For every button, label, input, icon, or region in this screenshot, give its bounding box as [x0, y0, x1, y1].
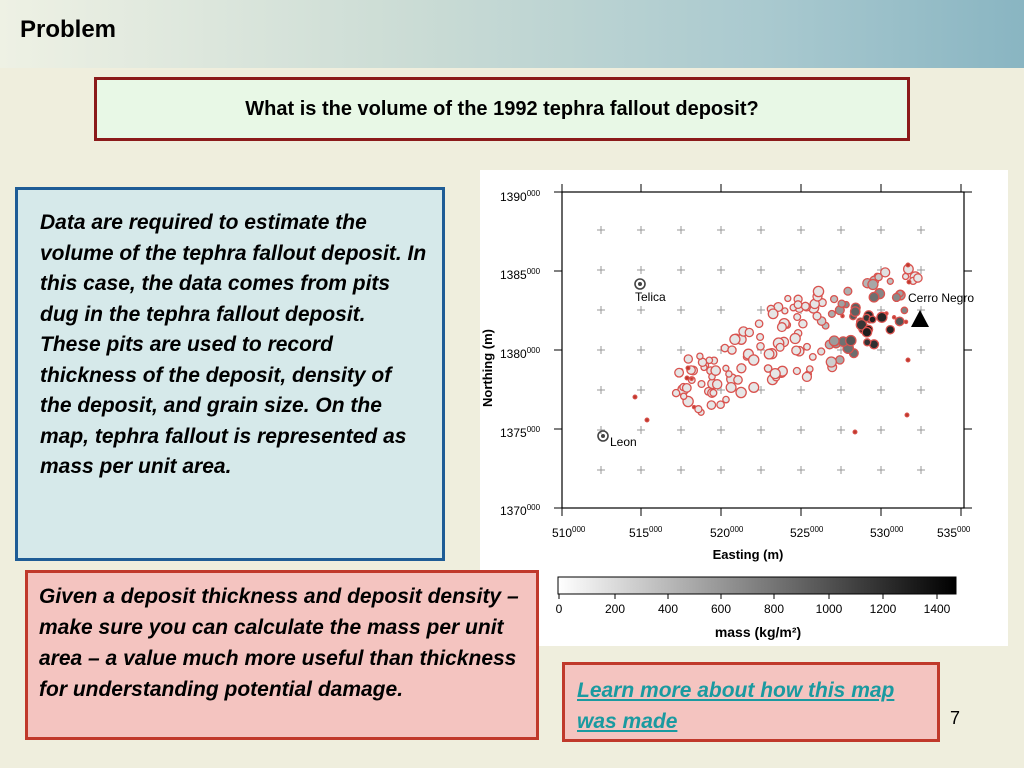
sample-point: [893, 316, 896, 319]
grid-cross: [917, 466, 925, 474]
grid-cross: [757, 466, 765, 474]
sample-point: [675, 368, 684, 377]
sample-point: [686, 366, 690, 370]
colorbar-tick-label: 800: [763, 602, 785, 616]
grid-cross: [917, 346, 925, 354]
sample-point: [723, 365, 729, 371]
grid-cross: [877, 226, 885, 234]
grid-cross: [637, 266, 645, 274]
sample-point: [728, 346, 736, 354]
telica-label: Telica: [635, 290, 666, 304]
sample-point: [790, 334, 800, 344]
sample-point: [813, 286, 823, 296]
x-tick-label: $525^{000}$: [790, 525, 824, 540]
sample-point: [792, 346, 801, 355]
grid-cross: [597, 266, 605, 274]
colorbar-tick-label: 1000: [815, 602, 843, 616]
grid-cross: [597, 466, 605, 474]
grid-cross: [717, 466, 725, 474]
sample-point: [906, 358, 910, 362]
sample-point: [826, 357, 836, 367]
sample-point: [685, 376, 689, 380]
sample-point: [838, 300, 845, 307]
sample-point: [745, 328, 753, 336]
sample-point: [723, 396, 729, 402]
slide-number: 7: [950, 708, 961, 728]
sample-point: [757, 343, 764, 350]
sample-point: [793, 368, 800, 375]
telica-volcano-icon: [635, 279, 645, 289]
grid-cross: [597, 346, 605, 354]
grid-cross: [637, 426, 645, 434]
sample-point: [813, 312, 821, 320]
learn-more-link[interactable]: Learn more about how this map was made: [577, 679, 895, 733]
x-tick-label: $535^{000}$: [937, 525, 971, 540]
data-description-box: [15, 187, 445, 561]
sample-point: [818, 348, 825, 355]
sample-point: [697, 353, 703, 359]
grid-cross: [637, 306, 645, 314]
grid-cross: [677, 426, 685, 434]
sample-point: [869, 316, 876, 323]
grid-cross: [797, 226, 805, 234]
y-tick-label: 1390$^{000}$: [500, 189, 541, 204]
mass-calculation-box: [25, 570, 539, 740]
sample-point: [904, 320, 907, 323]
grid-cross: [677, 306, 685, 314]
grid-cross: [837, 386, 845, 394]
x-tick-label: $515^{000}$: [629, 525, 663, 540]
y-tick-label: 1370$^{000}$: [500, 503, 541, 518]
sample-point: [868, 280, 878, 290]
x-tick-label: $530^{000}$: [870, 525, 904, 540]
sample-point: [864, 339, 871, 346]
sample-point: [905, 413, 909, 417]
sample-point: [726, 383, 736, 393]
grid-cross: [597, 226, 605, 234]
sample-point: [877, 312, 887, 322]
sample-point: [846, 336, 856, 346]
sample-point: [893, 293, 901, 301]
sample-point: [713, 380, 722, 389]
sample-point: [683, 384, 692, 393]
sample-point: [707, 401, 715, 409]
grid-cross: [637, 466, 645, 474]
sample-point: [710, 390, 717, 397]
leon-label: Leon: [610, 435, 637, 449]
colorbar-tick-label: 600: [710, 602, 732, 616]
grid-cross: [797, 266, 805, 274]
x-tick-label: $510^{000}$: [552, 525, 586, 540]
sample-point: [901, 307, 907, 313]
sample-point: [730, 334, 740, 344]
grid-cross: [757, 306, 765, 314]
sample-point: [804, 344, 811, 351]
sample-point: [749, 383, 759, 393]
colorbar-tick-label: 200: [604, 602, 626, 616]
grid-cross: [797, 466, 805, 474]
grid-cross: [917, 226, 925, 234]
grid-cross: [637, 226, 645, 234]
sample-point: [853, 430, 857, 434]
colorbar-tick-label: 400: [657, 602, 679, 616]
colorbar-tick-label: 1200: [869, 602, 897, 616]
data-description-text: Data are required to estimate the volume of the tephra fallout deposit. In this case, the data comes from pits dug in the tephra fallout deposit. These pits are used to record thickness of the deposit, density of the deposit, and grain size. On the map, tephra fallout is represented as mass per unit area.: [40, 211, 427, 478]
sample-point: [851, 307, 860, 316]
header-bar: [0, 0, 1024, 68]
map-figure: [480, 170, 1008, 646]
sample-point: [764, 349, 774, 359]
grid-cross: [597, 386, 605, 394]
grid-cross: [917, 386, 925, 394]
y-tick-label: 1380$^{000}$: [500, 346, 541, 361]
grid-cross: [797, 426, 805, 434]
grid-cross: [837, 466, 845, 474]
sample-point: [869, 292, 879, 302]
grid-cross: [637, 386, 645, 394]
sample-points: [633, 263, 922, 434]
sample-point: [875, 274, 882, 281]
sample-point: [782, 308, 788, 314]
grid-cross: [597, 306, 605, 314]
sample-point: [794, 314, 801, 321]
sample-point: [673, 390, 680, 397]
grid-cross: [717, 226, 725, 234]
sample-point: [770, 369, 780, 379]
grid-cross: [757, 266, 765, 274]
sample-point: [829, 336, 839, 346]
sample-point: [768, 309, 778, 319]
grid-cross: [717, 306, 725, 314]
sample-point: [810, 354, 817, 361]
grid-cross: [877, 386, 885, 394]
sample-point: [778, 323, 787, 332]
colorbar-title: mass (kg/m²): [714, 624, 802, 640]
sample-point: [698, 381, 705, 388]
question-text: What is the volume of the 1992 tephra fallout deposit?: [245, 97, 759, 120]
grid-cross: [797, 386, 805, 394]
grid-cross: [877, 426, 885, 434]
sample-point: [886, 326, 894, 334]
sample-point: [802, 302, 810, 310]
sample-point: [799, 320, 807, 328]
sample-point: [749, 355, 759, 365]
sample-point: [836, 356, 844, 364]
cerro-negro-volcano-icon: [911, 310, 929, 327]
grid-cross: [757, 426, 765, 434]
sample-point: [887, 278, 893, 284]
colorbar: [558, 577, 956, 594]
grid-cross: [877, 466, 885, 474]
grid-cross: [917, 426, 925, 434]
sample-point: [695, 406, 702, 413]
learn-more-box: [562, 662, 940, 742]
grid-cross: [837, 266, 845, 274]
sample-point: [681, 393, 687, 399]
slide-title: Problem: [20, 16, 117, 43]
colorbar-tick-label: 1400: [923, 602, 951, 616]
sample-point: [895, 317, 904, 326]
sample-point: [684, 355, 692, 363]
sample-point: [829, 311, 836, 318]
sample-point: [802, 372, 811, 381]
leon-town-icon: [598, 431, 608, 441]
grid-cross: [757, 226, 765, 234]
grid-cross: [677, 226, 685, 234]
sample-point: [906, 263, 910, 267]
sample-point: [737, 364, 746, 373]
sample-point: [807, 366, 813, 372]
mass-calculation-text: Given a deposit thickness and deposit density – make sure you can calculate the mass per unit area – a value much more useful than thickness for understanding potential damage.: [39, 585, 519, 701]
grid-cross: [677, 466, 685, 474]
sample-point: [755, 320, 762, 327]
sample-point: [633, 395, 637, 399]
grid-cross: [677, 266, 685, 274]
tephra-map: [480, 170, 1008, 646]
sample-point: [711, 366, 720, 375]
colorbar-tick-label: 0: [555, 602, 563, 616]
sample-point: [844, 287, 852, 295]
cerro-negro-label: Cerro Negro: [908, 291, 975, 305]
sample-point: [776, 343, 784, 351]
sample-point: [785, 296, 791, 302]
y-tick-label: 1385$^{000}$: [500, 267, 541, 282]
sample-point: [645, 418, 649, 422]
sample-point: [690, 377, 693, 380]
y-tick-label: 1375$^{000}$: [500, 425, 541, 440]
grid-cross: [837, 426, 845, 434]
grid-cross: [717, 266, 725, 274]
sample-point: [841, 314, 844, 317]
sample-point: [736, 387, 746, 397]
grid-cross: [637, 346, 645, 354]
colorbar-ticks: [559, 594, 937, 599]
sample-point: [794, 301, 802, 309]
y-axis-title: Northing (m): [480, 329, 495, 407]
question-box: [94, 77, 910, 141]
grid-cross: [837, 226, 845, 234]
sample-point: [907, 280, 911, 284]
sample-point: [862, 328, 871, 337]
grid-cross: [677, 346, 685, 354]
sample-point: [914, 274, 922, 282]
grid-cross: [717, 426, 725, 434]
x-tick-label: $520^{000}$: [710, 525, 744, 540]
x-axis-title: Easting (m): [712, 547, 784, 562]
sample-point: [734, 376, 742, 384]
sample-point: [831, 296, 838, 303]
sample-point: [757, 334, 764, 341]
